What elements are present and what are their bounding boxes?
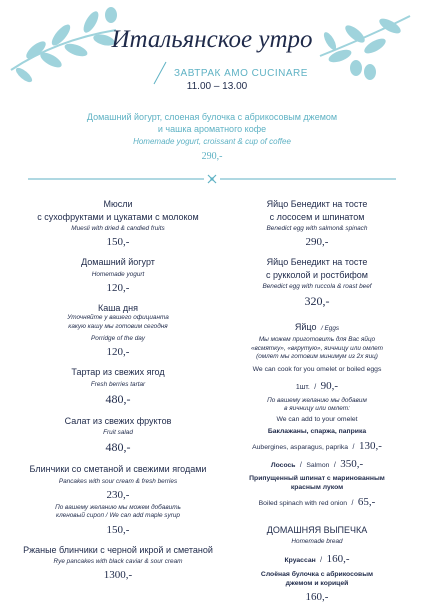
- page-title: Итальянское утро: [111, 26, 313, 53]
- section-english: Homemade bread: [291, 538, 343, 545]
- item-english: Porridge of the day: [91, 335, 145, 342]
- item-name: Ржаные блинчики с черной икрой и сметаной: [23, 544, 213, 555]
- right-column: [220, 198, 414, 611]
- item-note: Мы можем приготовить для Вас яйцо: [258, 336, 376, 343]
- item-name: Каша дня: [97, 302, 139, 313]
- item-name: Яйцо: [294, 322, 317, 332]
- item-english: Fresh berries tartar: [90, 380, 146, 388]
- item-name: Круассан: [284, 557, 316, 564]
- item-price: 120,-: [106, 346, 130, 358]
- menu-item-muesli: [20, 198, 216, 248]
- menu-item-benedict-beef: [220, 256, 414, 309]
- item-price: 150,-: [106, 523, 130, 536]
- addon-price: 350,-: [340, 457, 364, 470]
- item-note: (омлет мы готовим минимум из 2х яиц): [256, 353, 378, 360]
- menu-item-rye-pancakes: [20, 544, 216, 582]
- item-price: 480,-: [105, 440, 131, 454]
- addon-english: Boiled spinach with red onion: [258, 499, 348, 507]
- intro-line-1: Домашний йогурт, слоеная булочка с абрикосовым джемом: [86, 112, 338, 122]
- item-price: 160,-: [305, 591, 329, 603]
- item-english: Rye pancakes with black caviar & sour cream: [53, 558, 183, 565]
- addon-english: Salmon: [306, 461, 330, 469]
- item-english: Muesli with dried & candied fruits: [71, 225, 165, 232]
- item-name: с лососем и шпинатом: [269, 211, 365, 222]
- item-name: Слоёная булочка с абрикосовым: [260, 571, 374, 578]
- item-note: кленовый сироп / We can add maple syrup: [56, 512, 180, 519]
- addon-name: красным луком: [290, 483, 344, 491]
- item-english: Fruit salad: [103, 429, 133, 436]
- item-name: Яйцо Бенедикт на тосте: [266, 199, 368, 209]
- menu-item-fruit-salad: [20, 415, 216, 456]
- item-price: 1300,-: [103, 569, 133, 581]
- menu-item-berry-tartar: [20, 366, 216, 407]
- divider: [28, 173, 396, 185]
- item-price: 90,-: [320, 379, 339, 392]
- item-price: 230,-: [106, 488, 130, 501]
- item-name: джемом и корицей: [285, 580, 349, 587]
- item-note: в яичницу или омлет:: [284, 405, 350, 412]
- addon-name: Баклажаны, спаржа, паприка: [267, 427, 367, 435]
- item-english: Pancakes with sour cream & fresh berries: [58, 477, 178, 485]
- item-unit: 1шт.: [295, 383, 310, 391]
- addon-name: Лосось: [270, 461, 296, 469]
- item-english: We can cook for you omelet or boiled eggs: [252, 365, 382, 373]
- intro-english: Homemade yogurt, croissant & cup of coffee: [133, 137, 291, 146]
- item-note: какую кашу мы готовим сегодня: [68, 322, 168, 330]
- addon-price: 65,-: [357, 495, 376, 508]
- item-price: 120,-: [106, 281, 130, 294]
- menu-item-benedict-salmon: [220, 198, 414, 248]
- item-name: с сухофруктами и цукатами с молоком: [37, 211, 199, 222]
- item-english: Benedict egg with ruccola & roast beef: [262, 283, 372, 290]
- brand-subtitle: ЗАВТРАК AMO CUCINARE: [174, 68, 308, 79]
- addon-english: Aubergines, asparagus, paprika: [252, 443, 349, 451]
- menu-item-eggs: Яйцо / Eggs Мы можем приготовить для Вас яйцо «всмятку», «вкрутую», яичницу или омлет (омлет мы готовим минимум из 2х яиц) We can cook for you omelet or boiled eggs 1шт. / 90,- По вашему желанию мы добавим в яичницу или омлет: We can add to your omelet Баклажаны, спаржа, паприка Aubergines, asparagus, paprika / 130,- Лосось / Salmon / 350,- Припущенный шпинат с маринованным красным луком Boiled spinach with red onion / 65,-: [220, 317, 414, 510]
- item-english: / Eggs: [320, 325, 340, 332]
- item-name: Яйцо Бенедикт на тосте: [266, 257, 368, 267]
- menu-item-pancakes: [20, 463, 216, 536]
- item-price: 150,-: [106, 236, 130, 248]
- item-name: Домашний йогурт: [81, 257, 155, 267]
- item-note: По вашему желанию мы добавим: [267, 396, 367, 404]
- item-name: Блинчики со сметаной и свежими ягодами: [29, 464, 207, 474]
- item-name: Мюсли: [103, 199, 133, 209]
- item-price: 290,-: [305, 236, 329, 248]
- section-title: ДОМАШНЯЯ ВЫПЕЧКА: [266, 524, 368, 535]
- item-price: 480,-: [105, 391, 131, 406]
- slash-decoration: [150, 60, 170, 86]
- item-name: Салат из свежих фруктов: [64, 415, 172, 426]
- item-note: Уточняйте у вашего официанта: [67, 314, 169, 321]
- item-name: Тартар из свежих ягод: [71, 367, 165, 377]
- item-price: 320,-: [304, 294, 330, 308]
- menu-item-porridge: [20, 302, 216, 359]
- item-name: с рукколой и ростбифом: [265, 269, 368, 280]
- item-english: We can add to your omelet: [276, 415, 358, 423]
- bakery-section: ДОМАШНЯЯ ВЫПЕЧКА Homemade bread Круассан / 160,- Слоёная булочка с абрикосовым джемом и корицей 160,-: [220, 524, 414, 604]
- left-column: [20, 198, 216, 589]
- intro-offer: [0, 111, 424, 162]
- menu-item-yogurt: [20, 256, 216, 294]
- item-note: По вашему желанию мы можем добавить: [55, 503, 181, 511]
- item-price: 160,-: [326, 553, 350, 565]
- addon-price: 130,-: [358, 439, 382, 452]
- intro-price: 290,-: [201, 151, 223, 162]
- item-note: «всмятку», «вкрутую», яичницу или омлет: [251, 344, 383, 352]
- hours: 11.00 – 13.00: [186, 81, 248, 92]
- intro-line-2: и чашка ароматного кофе: [157, 124, 267, 134]
- item-english: Benedict egg with salmon& spinach: [266, 225, 368, 232]
- item-english: Homemade yogurt: [91, 270, 145, 278]
- addon-name: Припущенный шпинат с маринованным: [249, 474, 385, 482]
